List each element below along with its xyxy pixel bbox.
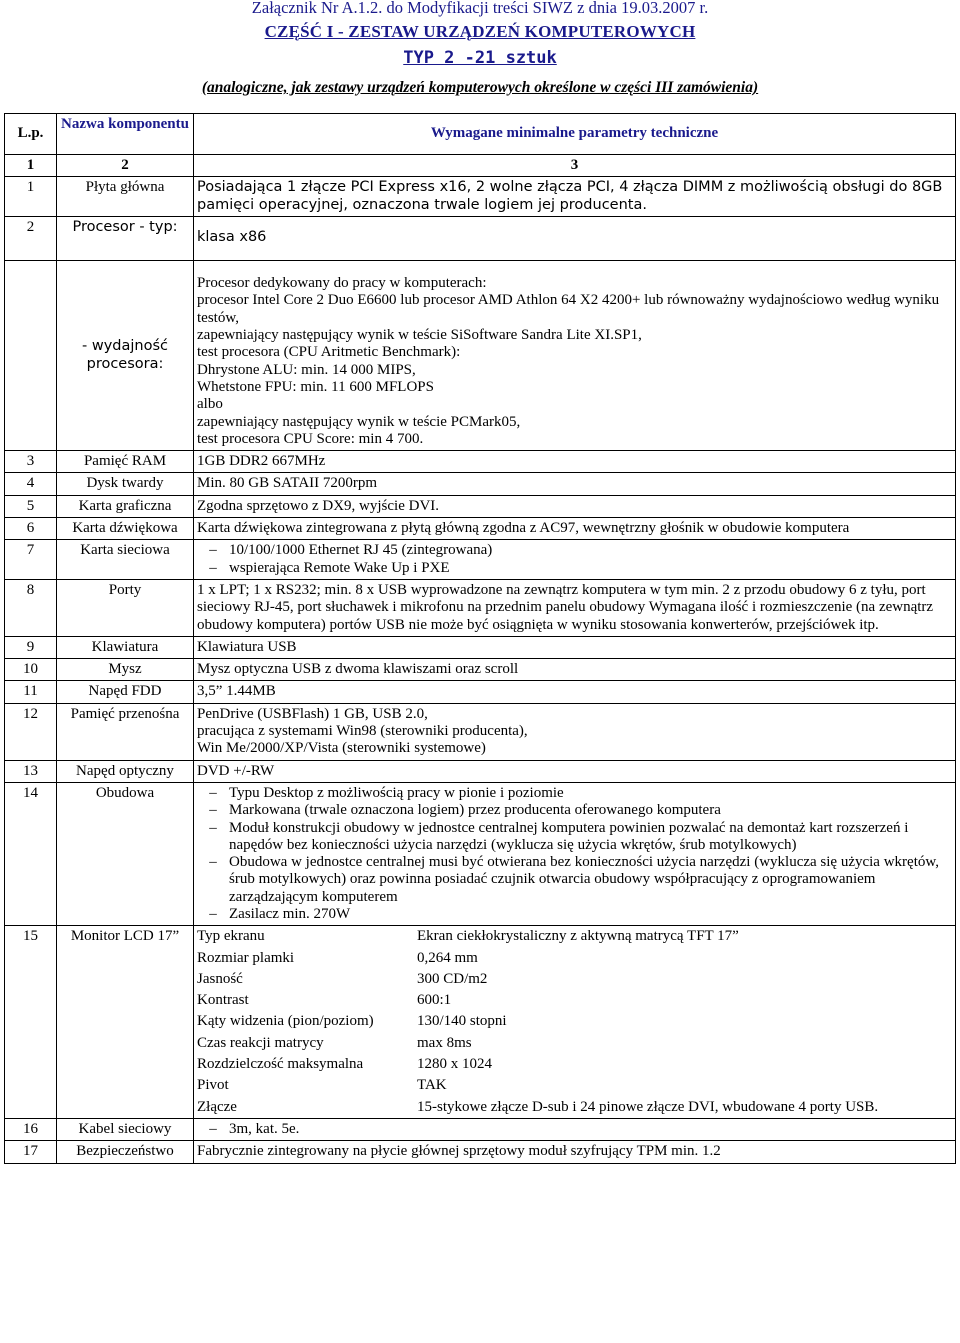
dash-marker: –: [209, 542, 217, 559]
requirement-line: 3,5” 1.44MB: [197, 683, 276, 700]
monitor-spec-row: [194, 1054, 955, 1075]
requirement-line: klasa x86: [197, 228, 267, 245]
dash-item: [197, 785, 952, 802]
spec-label: Złącze: [197, 1098, 237, 1115]
requirements: [194, 636, 956, 658]
requirement-line: Dhrystone ALU: min. 14 000 MIPS,: [197, 361, 416, 378]
requirement-line: 1GB DDR2 667MHz: [197, 453, 326, 470]
row-number: 6: [5, 518, 57, 540]
row-number: 4: [5, 473, 57, 495]
monitor-spec-row: [194, 969, 955, 990]
table-row: [5, 782, 956, 925]
requirement-line: albo: [197, 396, 223, 413]
colnum: 2: [57, 155, 194, 177]
head-params: Wymagane minimalne parametry techniczne: [194, 114, 956, 155]
component-name: Pamięć przenośna: [57, 703, 194, 760]
spec-label: Rozdzielczość maksymalna: [197, 1056, 364, 1073]
dash-item: [197, 820, 952, 855]
requirement-line: Klawiatura USB: [197, 638, 297, 655]
monitor-spec-row: [194, 926, 955, 947]
dash-text: 3m, kat. 5e.: [229, 1120, 300, 1137]
row-number: 7: [5, 540, 57, 580]
row-number: 11: [5, 681, 57, 703]
spec-value: 130/140 stopni: [417, 1013, 507, 1030]
requirements: [194, 1118, 956, 1140]
row-number: 10: [5, 659, 57, 681]
spec-label: Typ ekranu: [197, 928, 265, 945]
component-name: Karta graficzna: [57, 495, 194, 517]
monitor-spec-row: [194, 948, 955, 969]
dash-text: Markowana (trwale oznaczona logiem) przez producenta oferowanego komputera: [229, 802, 721, 819]
requirement-line: DVD +/-RW: [197, 762, 275, 779]
requirements: [194, 451, 956, 473]
table-row: [5, 495, 956, 517]
row-number: 3: [5, 451, 57, 473]
dash-text: Obudowa w jednostce centralnej musi być otwierana bez konieczności użycia narzędzi (wyklucza się użycia wkrętów, śrub motylkowych) oraz powinna posiadać czujnik otwarcia obudowy współpracujący z oprogramowaniem zarządzającym komputerem: [229, 854, 939, 905]
note-subtitle: (analogiczne, jak zestawy urządzeń komputerowych określone w części III zamówienia): [201, 79, 759, 96]
monitor-spec-row: [194, 1075, 955, 1096]
spec-label: Kontrast: [197, 992, 249, 1009]
requirement-line: Zgodna sprzętowo z DX9, wyjście DVI.: [197, 497, 440, 514]
spec-value: 15-stykowe złącze D-sub i 24 pinowe złącze DVI, wbudowane 4 porty USB.: [417, 1098, 879, 1115]
type-title: TYP 2 -21 sztuk: [403, 48, 557, 68]
requirements: [194, 540, 956, 580]
requirements: [194, 473, 956, 495]
component-name: Karta sieciowa: [57, 540, 194, 580]
dash-text: wspierająca Remote Wake Up i PXE: [229, 559, 450, 576]
requirements: [194, 681, 956, 703]
dash-item: [197, 542, 952, 559]
head-name: Nazwa komponentu: [57, 114, 194, 155]
dash-item: [197, 1121, 952, 1138]
dash-text: Zasilacz min. 270W: [229, 905, 351, 922]
requirements: [194, 216, 956, 260]
spec-value: 1280 x 1024: [417, 1056, 492, 1073]
requirement-line: 1 x LPT; 1 x RS232; min. 8 x USB wyprowadzone na zewnątrz komputera w tym min. 2 z przodu obudowy 6 z tyłu, port sieciowy RJ-45, port słuchawek i mikrofonu na przednim panelu obudowy Wymagana ilość i rozmieszczenie (na zewnątrz obudowy komputera) portów USB nie może być osiągnięta w wyniku stosowania konwerterów, przejściówek itp.: [197, 581, 934, 633]
row-number: 16: [5, 1118, 57, 1140]
spec-value: 0,264 mm: [417, 949, 478, 966]
dash-marker: –: [209, 905, 217, 922]
requirement-line: Procesor dedykowany do pracy w komputerach:: [197, 275, 487, 292]
monitor-spec-row: [194, 1011, 955, 1032]
requirement-line: procesor Intel Core 2 Duo E6600 lub procesor AMD Athlon 64 X2 4200+ lub równoważny wydajnościowo według wyniku testów,: [197, 292, 940, 326]
requirement-line: Whetstone FPU: min. 11 600 MFLOPS: [197, 378, 434, 395]
row-number: 1: [5, 177, 57, 217]
dash-item: [197, 802, 952, 819]
row-number: 12: [5, 703, 57, 760]
component-name: Napęd optyczny: [57, 760, 194, 782]
monitor-spec-row: [194, 1033, 955, 1054]
row-number: 14: [5, 782, 57, 925]
requirements: [194, 760, 956, 782]
dash-text: Moduł konstrukcji obudowy w jednostce centralnej komputera powinien pozwalać na demontaż kart rozszerzeń i napędów bez konieczności użycia narzędzi (wyklucza się użycia wkrętów, śrub motylkowych): [229, 819, 909, 853]
dash-marker: –: [209, 819, 217, 836]
requirement-line: test procesora (CPU Aritmetic Benchmark):: [197, 344, 461, 361]
component-name: Klawiatura: [57, 636, 194, 658]
spec-label: Rozmiar plamki: [197, 949, 295, 966]
colnum: 1: [5, 155, 57, 177]
row-number: 13: [5, 760, 57, 782]
table-row: [5, 926, 956, 1119]
row-number: 8: [5, 579, 57, 636]
dash-marker: –: [209, 559, 217, 576]
component-name: - wydajność procesora:: [57, 261, 194, 451]
component-name: Bezpieczeństwo: [57, 1141, 194, 1163]
monitor-spec-row: [194, 1097, 955, 1118]
requirements: [194, 177, 956, 217]
requirements: [194, 495, 956, 517]
attachment-title: Załącznik Nr A.1.2. do Modyfikacji treści SIWZ z dnia 19.03.2007 r.: [251, 0, 709, 17]
requirement-line: zapewniający następujący wynik w teście SiSoftware Sandra Lite XI.SP1,: [197, 327, 642, 344]
row-number: 17: [5, 1141, 57, 1163]
spec-label: Pivot: [197, 1077, 229, 1094]
component-name: Kabel sieciowy: [57, 1118, 194, 1140]
spec-label: Czas reakcji matrycy: [197, 1034, 324, 1051]
requirement-line: test procesora CPU Score: min 4 700.: [197, 430, 424, 447]
component-name: Karta dźwiękowa: [57, 518, 194, 540]
requirement-line: pracująca z systemami Win98 (sterowniki producenta),: [197, 723, 528, 740]
dash-marker: –: [209, 854, 217, 871]
table-row: [5, 540, 956, 580]
spec-label: Jasność: [197, 970, 243, 987]
colnum: 3: [194, 155, 956, 177]
component-name: Płyta główna: [57, 177, 194, 217]
requirements: [194, 659, 956, 681]
row-number: 15: [5, 926, 57, 1119]
requirements: [194, 1141, 956, 1163]
spec-label: Kąty widzenia (pion/poziom): [197, 1013, 374, 1030]
table-row: [5, 703, 956, 760]
column-numbers: [5, 155, 956, 177]
table-head: [5, 114, 956, 155]
monitor-spec-table: [194, 926, 955, 1118]
table-row: [5, 451, 956, 473]
dash-item: [197, 854, 952, 906]
dash-text: 10/100/1000 Ethernet RJ 45 (zintegrowana): [229, 542, 493, 559]
dash-marker: –: [209, 802, 217, 819]
table-row: [5, 681, 956, 703]
head-lp: L.p.: [5, 114, 57, 155]
requirements: [194, 782, 956, 925]
component-name: Dysk twardy: [57, 473, 194, 495]
requirement-line: zapewniający następujący wynik w teście PCMark05,: [197, 413, 521, 430]
dash-item: [197, 560, 952, 577]
requirements: [194, 926, 956, 1119]
table-row: [5, 659, 956, 681]
row-number: 9: [5, 636, 57, 658]
requirements: [194, 518, 956, 540]
component-name: Napęd FDD: [57, 681, 194, 703]
table-row: [5, 216, 956, 260]
dash-marker: –: [209, 1120, 217, 1137]
requirement-line: PenDrive (USBFlash) 1 GB, USB 2.0,: [197, 705, 428, 722]
table-row: [5, 473, 956, 495]
table-row: [5, 261, 956, 451]
table-row: [5, 1118, 956, 1140]
table-row: [5, 636, 956, 658]
monitor-spec-row: [194, 990, 955, 1011]
requirement-line: Mysz optyczna USB z dwoma klawiszami oraz scroll: [197, 661, 519, 678]
requirement-line: Posiadająca 1 złącze PCI Express x16, 2 wolne złącza PCI, 4 złącza DIMM z możliwością obsługi do 8GB pamięci operacyjnej, oznaczona trwale logiem jej producenta.: [197, 179, 943, 213]
dash-text: Typu Desktop z możliwością pracy w pionie i poziomie: [229, 784, 564, 801]
component-name: Monitor LCD 17”: [57, 926, 194, 1119]
component-name: Pamięć RAM: [57, 451, 194, 473]
requirements: [194, 703, 956, 760]
spec-table: [4, 113, 956, 1164]
requirement-line: Min. 80 GB SATAII 7200rpm: [197, 475, 378, 492]
spec-value: 600:1: [417, 992, 452, 1009]
spec-value: 300 CD/m2: [417, 970, 488, 987]
table-row: [5, 1141, 956, 1163]
row-number: 5: [5, 495, 57, 517]
dash-item: [197, 906, 952, 923]
table-row: [5, 579, 956, 636]
spec-value: max 8ms: [417, 1034, 472, 1051]
row-number: [5, 261, 57, 451]
table-row: [5, 518, 956, 540]
component-name: Mysz: [57, 659, 194, 681]
table-row: [5, 177, 956, 217]
component-name: Porty: [57, 579, 194, 636]
dash-marker: –: [209, 784, 217, 801]
requirements: [194, 261, 956, 451]
requirement-line: Fabrycznie zintegrowany na płycie głównej sprzętowy moduł szyfrujący TPM min. 1.2: [197, 1143, 721, 1160]
part-title: CZĘŚĆ I - ZESTAW URZĄDZEŃ KOMPUTEROWYCH: [264, 22, 696, 41]
table-row: [5, 760, 956, 782]
requirement-line: Karta dźwiękowa zintegrowana z płytą główną zgodna z AC97, wewnętrzny głośnik w obudowie komputera: [197, 520, 850, 537]
component-name: Procesor - typ:: [57, 216, 194, 260]
row-number: 2: [5, 216, 57, 260]
requirement-line: Win Me/2000/XP/Vista (sterowniki systemowe): [197, 740, 486, 757]
spec-value: TAK: [417, 1077, 447, 1094]
spec-value: Ekran ciekłokrystaliczny z aktywną matrycą TFT 17”: [417, 928, 739, 945]
component-name: Obudowa: [57, 782, 194, 925]
requirements: [194, 579, 956, 636]
